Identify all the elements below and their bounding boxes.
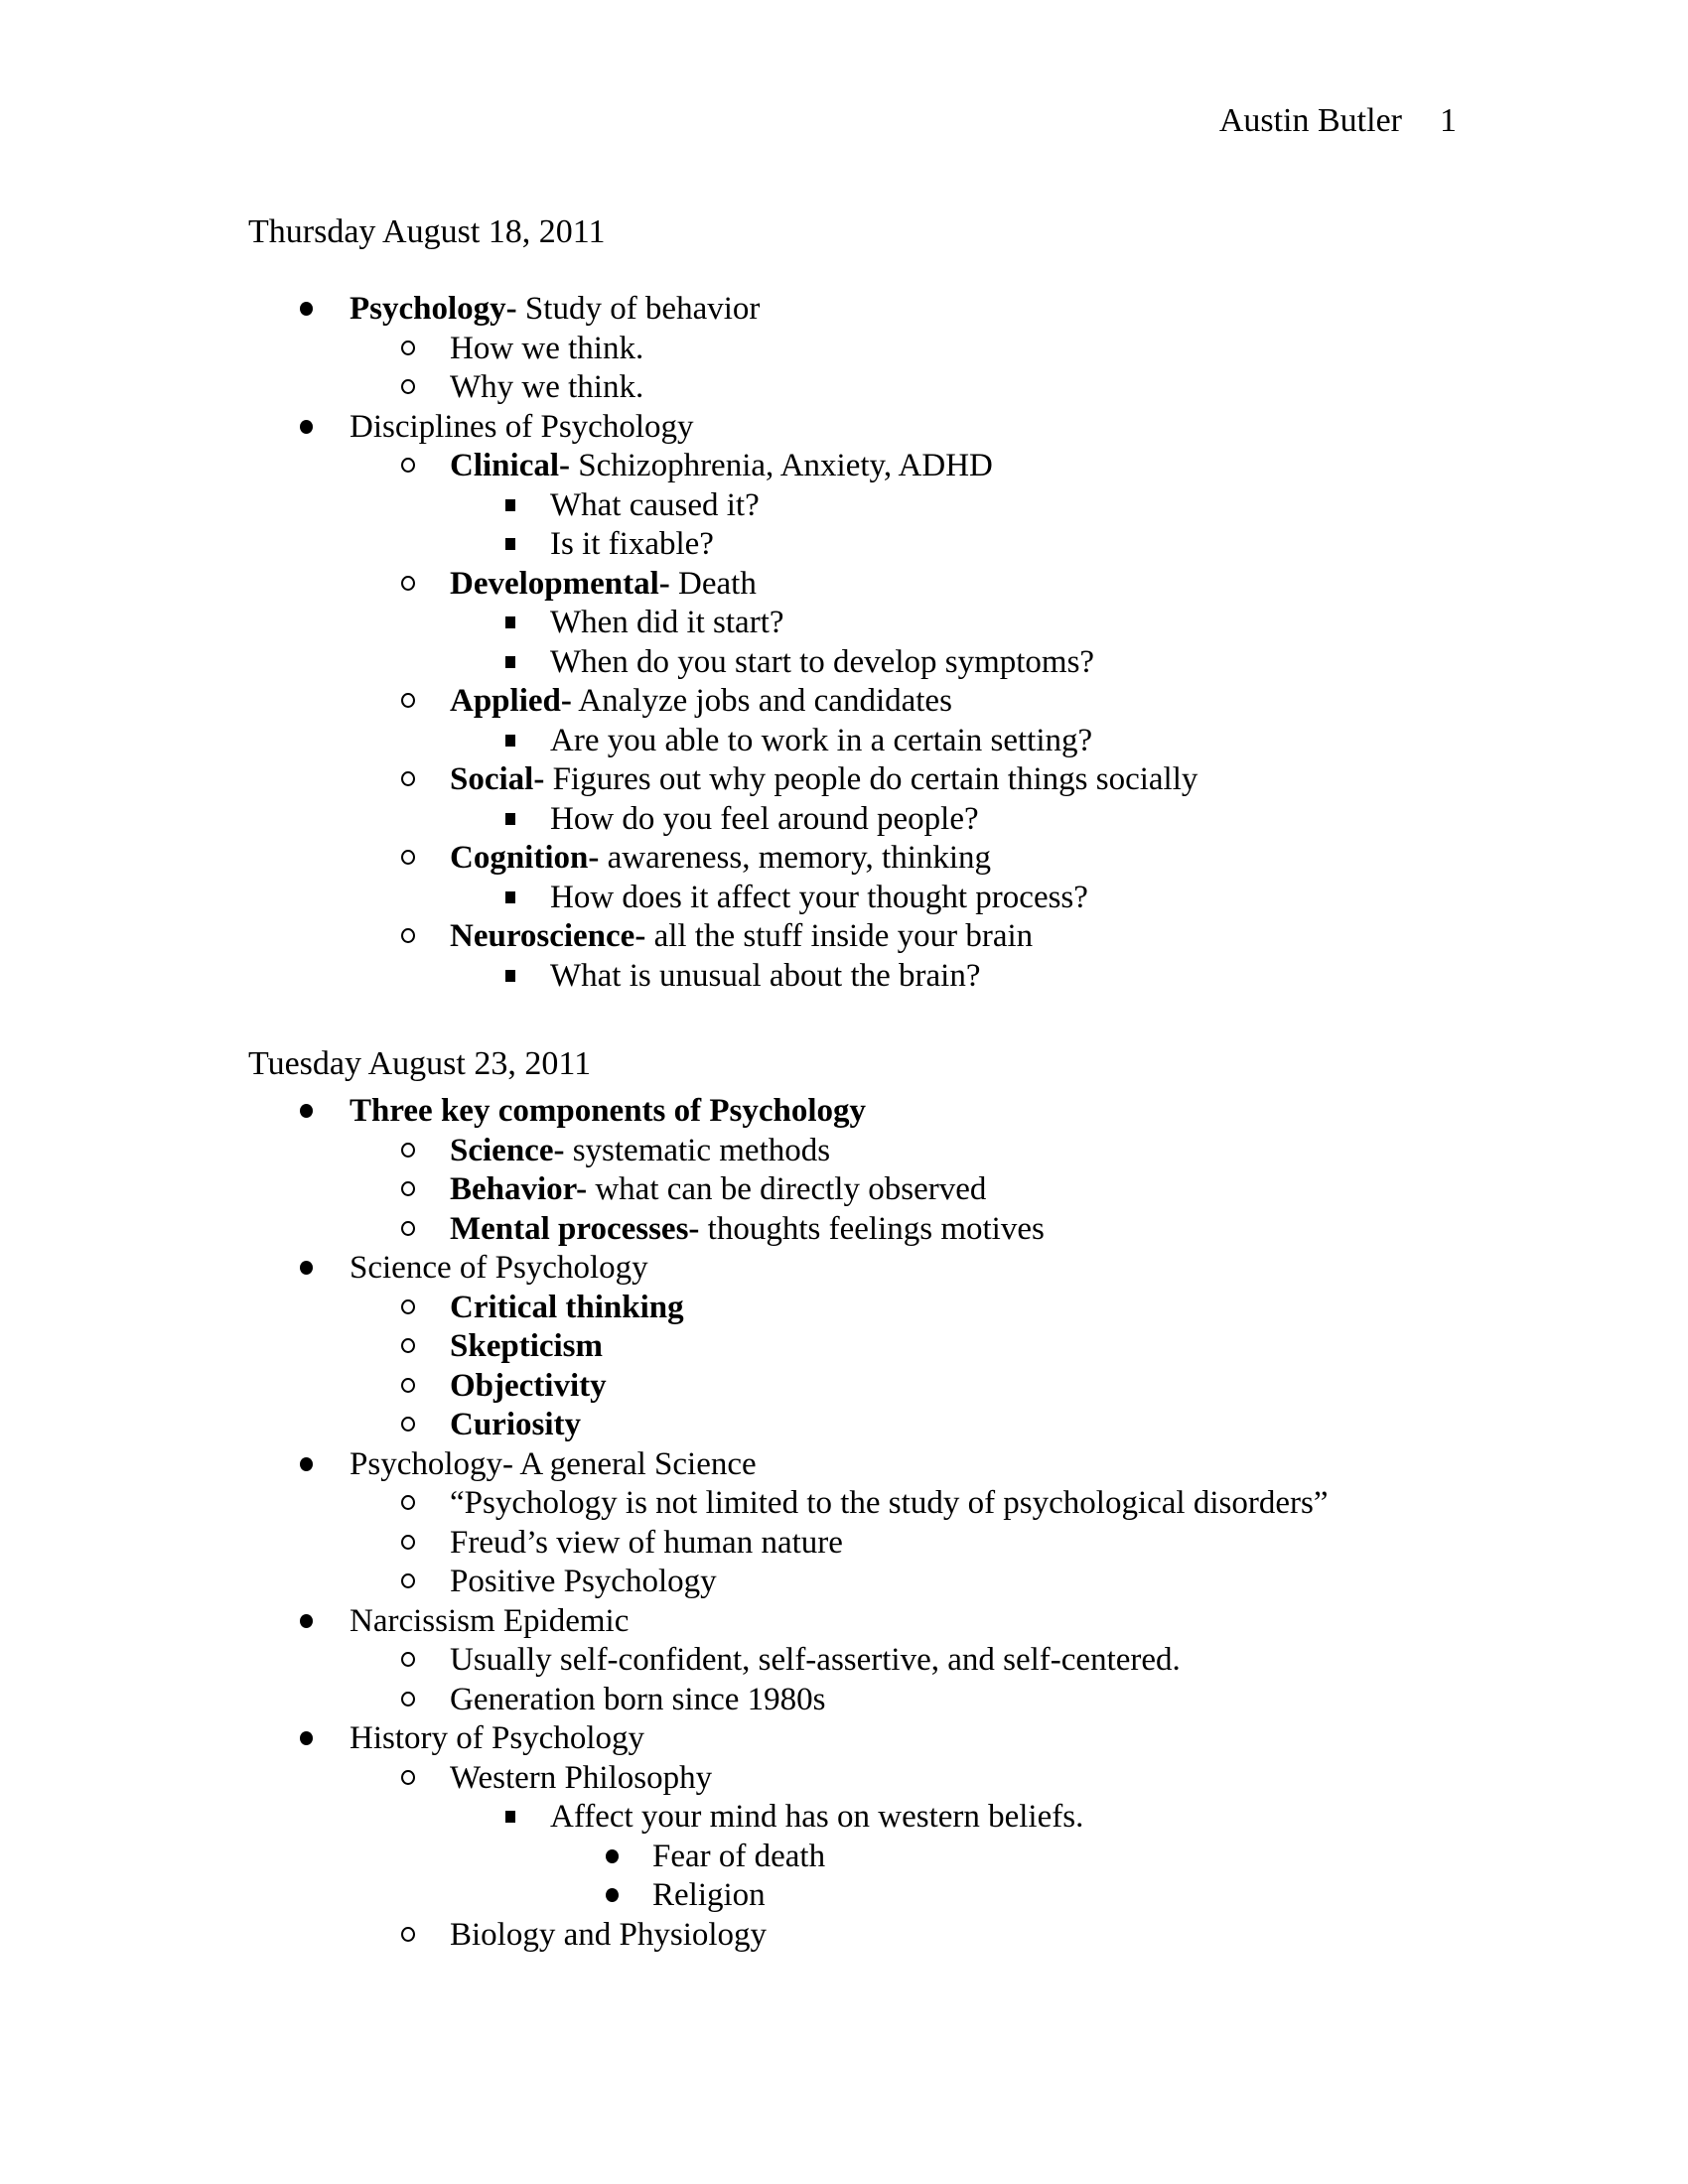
disc-bullet-icon xyxy=(300,1104,313,1118)
list-item xyxy=(248,1170,1455,1210)
disc-bullet-icon xyxy=(300,420,313,434)
square-bullet-icon xyxy=(505,1811,515,1823)
list-item xyxy=(248,1876,1455,1916)
square-bullet-icon xyxy=(505,656,515,668)
list-item-text: Western Philosophy xyxy=(450,1759,713,1796)
list-item-text: Fear of death xyxy=(652,1838,826,1874)
list-item-text: Biology and Physiology xyxy=(450,1916,768,1953)
list-item-text: Religion xyxy=(652,1877,766,1913)
list-item xyxy=(248,722,1455,761)
square-bullet-icon xyxy=(505,538,515,550)
list-item xyxy=(248,1759,1455,1799)
list-item-text: Affect your mind has on western beliefs. xyxy=(550,1799,1084,1835)
circle-bullet-icon xyxy=(401,850,415,865)
list-item xyxy=(248,486,1455,526)
list-item-text: Social- Figures out why people do certain things socially xyxy=(450,761,1198,797)
circle-bullet-icon xyxy=(401,1338,415,1353)
notes-content xyxy=(248,212,1455,1955)
list-item xyxy=(248,1210,1455,1250)
list-item xyxy=(248,682,1455,722)
circle-bullet-icon xyxy=(401,1417,415,1432)
square-bullet-icon xyxy=(505,813,515,825)
date-heading: Thursday August 18, 2011 xyxy=(248,213,606,250)
list-item xyxy=(248,330,1455,369)
circle-bullet-icon xyxy=(401,1770,415,1785)
disc-bullet-icon xyxy=(606,1849,619,1863)
list-item xyxy=(248,1132,1455,1171)
list-item xyxy=(248,839,1455,879)
circle-bullet-icon xyxy=(401,693,415,708)
list-item-text: Cognition- awareness, memory, thinking xyxy=(450,840,992,876)
list-item-text: Neuroscience- all the stuff inside your brain xyxy=(450,918,1034,954)
list-item-text: Usually self-confident, self-assertive, and self-centered. xyxy=(450,1642,1181,1678)
list-item xyxy=(248,290,1455,330)
list-item-text: Why we think. xyxy=(450,369,644,405)
list-item-text: History of Psychology xyxy=(350,1720,644,1756)
list-item xyxy=(248,1092,1455,1132)
list-item-text: Curiosity xyxy=(450,1407,581,1442)
list-item xyxy=(248,1719,1455,1759)
list-item-text: Behavior- what can be directly observed xyxy=(450,1171,987,1207)
disc-bullet-icon xyxy=(300,1261,313,1275)
list-item xyxy=(248,1406,1455,1445)
notes-section xyxy=(248,212,1455,996)
disc-bullet-icon xyxy=(300,1731,313,1745)
list-item-text: Objectivity xyxy=(450,1367,607,1404)
list-item xyxy=(248,760,1455,800)
circle-bullet-icon xyxy=(401,928,415,943)
notes-section xyxy=(248,1044,1455,1955)
list-item xyxy=(248,1367,1455,1407)
list-item-text: Disciplines of Psychology xyxy=(350,408,694,445)
circle-bullet-icon xyxy=(401,1495,415,1510)
circle-bullet-icon xyxy=(401,1652,415,1667)
circle-bullet-icon xyxy=(401,1221,415,1236)
list-item xyxy=(248,643,1455,683)
list-item xyxy=(248,1602,1455,1642)
list-item-text: Science of Psychology xyxy=(350,1250,648,1286)
circle-bullet-icon xyxy=(401,1299,415,1314)
list-item-text: Are you able to work in a certain setting? xyxy=(550,722,1093,758)
list-item xyxy=(248,565,1455,605)
header-author: Austin Butler xyxy=(1218,102,1402,139)
page-header xyxy=(248,101,1457,141)
header-page-number: 1 xyxy=(1440,102,1457,139)
list-item xyxy=(248,368,1455,408)
square-bullet-icon xyxy=(505,735,515,747)
circle-bullet-icon xyxy=(401,458,415,473)
list-item xyxy=(248,1563,1455,1602)
list-item-text: How does it affect your thought process? xyxy=(550,879,1088,915)
square-bullet-icon xyxy=(505,616,515,628)
list-item-text: Clinical- Schizophrenia, Anxiety, ADHD xyxy=(450,448,993,483)
square-bullet-icon xyxy=(505,970,515,982)
circle-bullet-icon xyxy=(401,1535,415,1550)
list-item-text: “Psychology is not limited to the study of psychological disorders” xyxy=(450,1485,1329,1521)
circle-bullet-icon xyxy=(401,1573,415,1588)
circle-bullet-icon xyxy=(401,1143,415,1158)
list-item xyxy=(248,1838,1455,1877)
circle-bullet-icon xyxy=(401,771,415,786)
list-item-text: Critical thinking xyxy=(450,1289,684,1325)
bullet-list xyxy=(248,1092,1455,1955)
list-item-text: Developmental- Death xyxy=(450,565,757,602)
list-item-text: Psychology- Study of behavior xyxy=(350,291,761,327)
circle-bullet-icon xyxy=(401,1927,415,1942)
list-item-text: Positive Psychology xyxy=(450,1564,717,1599)
list-item xyxy=(248,1798,1455,1838)
list-item xyxy=(248,604,1455,643)
list-item-text: Applied- Analyze jobs and candidates xyxy=(450,683,952,719)
list-item-text: When do you start to develop symptoms? xyxy=(550,643,1095,680)
list-item-text: Mental processes- thoughts feelings motives xyxy=(450,1210,1045,1247)
circle-bullet-icon xyxy=(401,341,415,355)
list-item-text: Three key components of Psychology xyxy=(350,1093,867,1129)
circle-bullet-icon xyxy=(401,1181,415,1196)
list-item-text: What caused it? xyxy=(550,486,760,523)
list-item xyxy=(248,957,1455,997)
list-item xyxy=(248,1249,1455,1289)
list-item xyxy=(248,1327,1455,1367)
disc-bullet-icon xyxy=(300,302,313,316)
list-item xyxy=(248,1289,1455,1328)
list-item-text: Is it fixable? xyxy=(550,526,714,562)
list-item xyxy=(248,879,1455,918)
list-item xyxy=(248,1445,1455,1485)
list-item xyxy=(248,800,1455,840)
list-item xyxy=(248,447,1455,486)
list-item-text: Psychology- A general Science xyxy=(350,1445,757,1482)
date-heading: Tuesday August 23, 2011 xyxy=(248,1045,592,1082)
disc-bullet-icon xyxy=(606,1888,619,1902)
list-item-text: How do you feel around people? xyxy=(550,800,979,837)
list-item-text: When did it start? xyxy=(550,605,784,640)
list-item-text: Freud’s view of human nature xyxy=(450,1524,843,1561)
square-bullet-icon xyxy=(505,891,515,903)
list-item-text: What is unusual about the brain? xyxy=(550,957,981,994)
circle-bullet-icon xyxy=(401,576,415,591)
list-item-text: Skepticism xyxy=(450,1328,604,1364)
circle-bullet-icon xyxy=(401,379,415,394)
list-item xyxy=(248,1916,1455,1956)
list-item xyxy=(248,917,1455,957)
list-item xyxy=(248,1681,1455,1720)
list-item xyxy=(248,525,1455,565)
list-item xyxy=(248,408,1455,448)
list-item xyxy=(248,1641,1455,1681)
circle-bullet-icon xyxy=(401,1692,415,1706)
list-item xyxy=(248,1524,1455,1564)
disc-bullet-icon xyxy=(300,1614,313,1628)
list-item xyxy=(248,1484,1455,1524)
list-item-text: Generation born since 1980s xyxy=(450,1681,826,1717)
list-item-text: Narcissism Epidemic xyxy=(350,1602,630,1639)
circle-bullet-icon xyxy=(401,1378,415,1393)
disc-bullet-icon xyxy=(300,1457,313,1471)
bullet-list xyxy=(248,290,1455,996)
list-item-text: How we think. xyxy=(450,330,644,366)
square-bullet-icon xyxy=(505,499,515,511)
list-item-text: Science- systematic methods xyxy=(450,1132,831,1168)
